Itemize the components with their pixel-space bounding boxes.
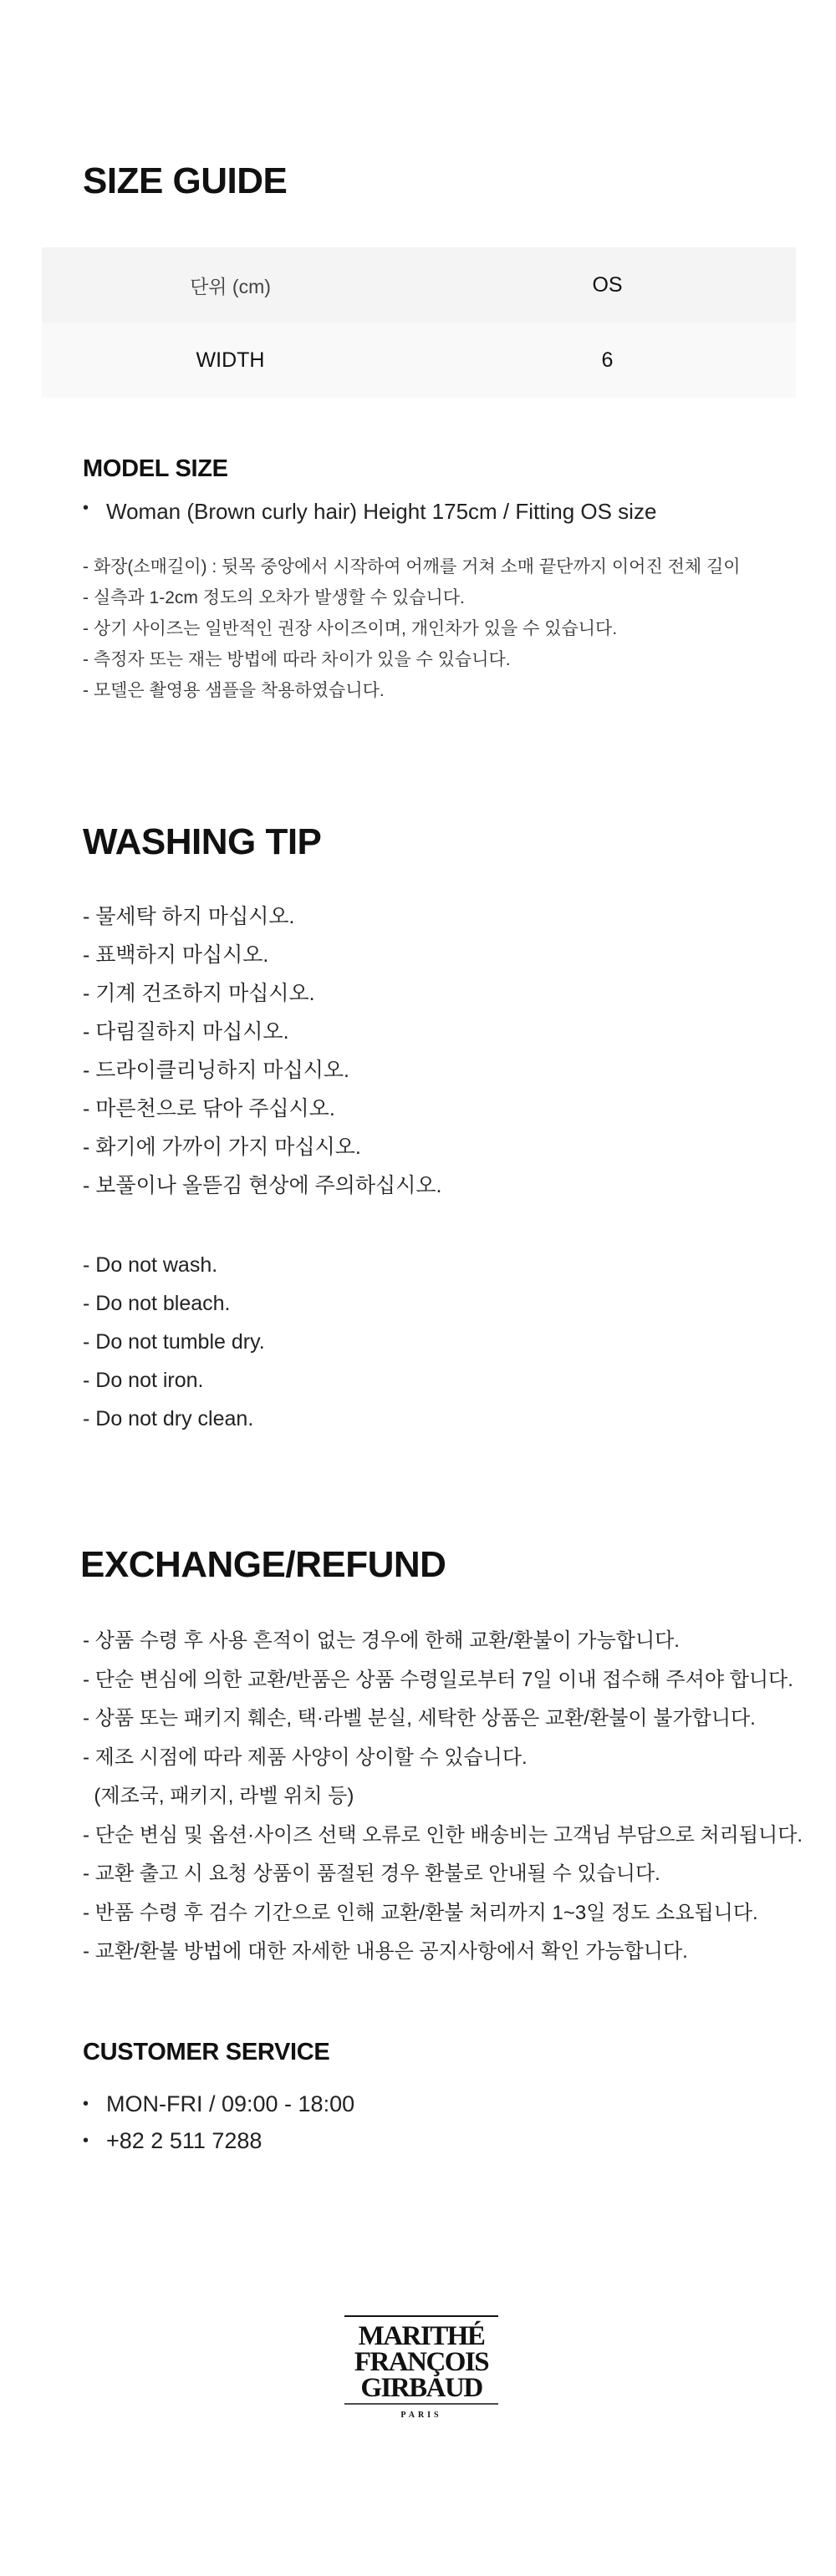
washing-tip-item: - 다림질하지 마십시오. [83, 1020, 289, 1044]
model-size-item: • Woman (Brown curly hair) Height 175cm / Fitting OS size [83, 499, 656, 525]
unit-label: 단위 (cm) [190, 275, 271, 297]
washing-tip-item: - Do not bleach. [83, 1292, 231, 1315]
refund-item: - 단순 변심 및 옵션·사이즈 선택 오류로 인한 배송비는 고객님 부담으로 처리됩니다. [83, 1823, 803, 1847]
washing-tip-item: - 화기에 가까이 가지 마십시오. [83, 1136, 361, 1159]
size-guide-title: SIZE GUIDE [83, 160, 288, 201]
customer-service-title: CUSTOMER SERVICE [83, 2039, 330, 2065]
brand-logo-line2: FRANÇOIS [354, 2347, 489, 2377]
refund-item: - 교환 출고 시 요청 상품이 품절된 경우 환불로 안내될 수 있습니다. [83, 1862, 660, 1885]
business-hours: • MON-FRI / 09:00 - 18:00 [83, 2086, 354, 2122]
refund-item: - 상품 수령 후 사용 흔적이 없는 경우에 한해 교환/환불이 가능합니다. [83, 1629, 680, 1652]
width-label: WIDTH [196, 348, 265, 372]
refund-item: - 단순 변심에 의한 교환/반품은 상품 수령일로부터 7일 이내 접수해 주셔야 합니다. [83, 1668, 793, 1691]
refund-item: - 교환/환불 방법에 대한 자세한 내용은 공지사항에서 확인 가능합니다. [83, 1940, 688, 1963]
model-size-list [83, 499, 656, 525]
refund-item: (제조국, 패키지, 라벨 위치 등) [83, 1785, 354, 1807]
refund-item: - 상품 또는 패키지 훼손, 택·라벨 분실, 세탁한 상품은 교환/환불이 불가합니다. [83, 1707, 756, 1730]
phone-number[interactable]: • +82 2 511 7288 [83, 2122, 354, 2159]
customer-service-list [83, 2086, 354, 2159]
brand-logo-line1: MARITHÉ [358, 2321, 485, 2351]
washing-tip-item: - Do not iron. [83, 1369, 204, 1392]
size-os-label: OS [592, 272, 623, 297]
size-table-header [42, 247, 796, 323]
size-table-row [42, 323, 796, 398]
washing-tip-item: - Do not wash. [83, 1253, 218, 1277]
exchange-refund-list [83, 1622, 803, 1972]
width-value: 6 [601, 348, 614, 372]
refund-item: - 반품 수령 후 검수 기간으로 인해 교환/환불 처리까지 1~3일 정도 소요됩니다. [83, 1901, 758, 1924]
washing-tip-item: - 표백하지 마십시오. [83, 943, 269, 967]
washing-tip-korean-list [83, 897, 441, 1205]
brand-logo-city: PARIS [400, 2411, 442, 2420]
note-item: - 실측과 1-2cm 정도의 오차가 발생할 수 있습니다. [83, 588, 465, 607]
washing-tip-item: - Do not dry clean. [83, 1407, 254, 1430]
washing-tip-item: - 물세탁 하지 마십시오. [83, 905, 295, 928]
note-item: - 측정자 또는 재는 방법에 따라 차이가 있을 수 있습니다. [83, 650, 511, 669]
washing-tip-item: - 보풀이나 올뜯김 현상에 주의하십시오. [83, 1174, 442, 1197]
washing-tip-item: - 드라이클리닝하지 마십시오. [83, 1059, 349, 1082]
washing-tip-item: - 기계 건조하지 마십시오. [83, 982, 315, 1005]
refund-item: - 제조 시점에 따라 제품 사양이 상이할 수 있습니다. [83, 1745, 528, 1769]
model-size-notes [83, 551, 741, 706]
washing-tip-title: WASHING TIP [83, 821, 322, 862]
brand-logo [343, 2315, 500, 2421]
washing-tip-english-list [83, 1246, 265, 1438]
brand-logo-line3: GIRBAUD [360, 2373, 482, 2403]
note-item: - 모델은 촬영용 샘플을 착용하였습니다. [83, 681, 385, 700]
model-size-title: MODEL SIZE [83, 455, 228, 482]
note-item: - 화장(소매길이) : 뒷목 중앙에서 시작하여 어깨를 거쳐 소매 끝단까지 이어진 전체 길이 [83, 557, 741, 577]
note-item: - 상기 사이즈는 일반적인 권장 사이즈이며, 개인차가 있을 수 있습니다. [83, 619, 618, 638]
size-table [42, 247, 796, 398]
washing-tip-item: - 마른천으로 닦아 주십시오. [83, 1097, 335, 1120]
exchange-refund-title: EXCHANGE/REFUND [80, 1544, 446, 1585]
washing-tip-item: - Do not tumble dry. [83, 1330, 265, 1354]
